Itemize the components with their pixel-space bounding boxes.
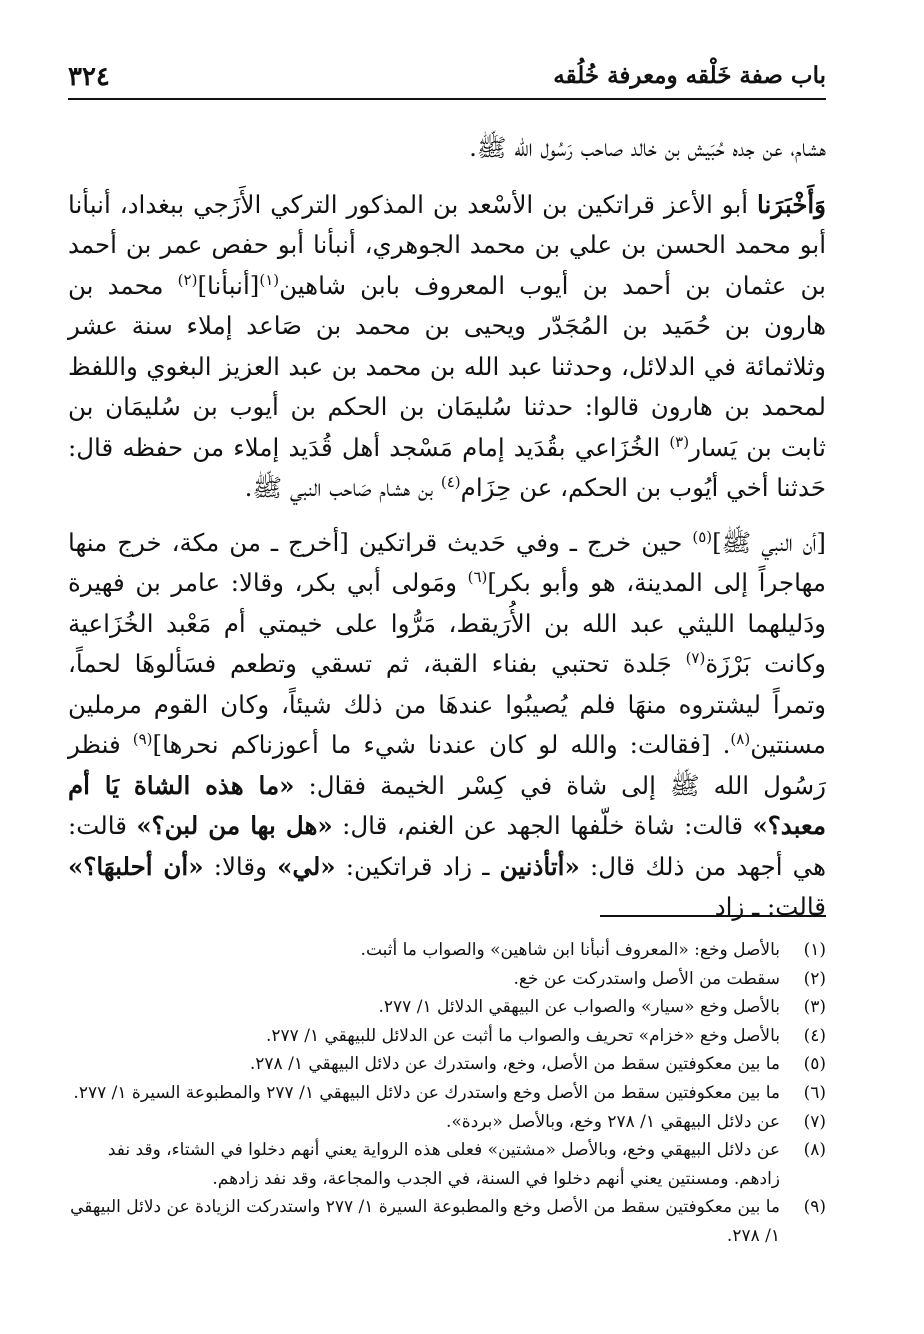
page-number: ٣٢٤ (68, 62, 110, 92)
footnote (60, 1079, 826, 1108)
footnote-text: عن دلائل البيهقي وخع، وبالأصل «مشتين» فعلى هذه الرواية يعني أنهم دخلوا في الشتاء، وقد نفد زادهم. ومسنتين يعني أنهم دخلوا في السنة، في الجدب والمجاعة، وقد نفد زادهم. (107, 1140, 780, 1189)
text-segment: أبو الأعز قراتكين بن الأسْعد بن المذكور التركي الأَزَجي ببغداد، أنبأنا أبو محمد الحسن بن علي بن محمد الجوهري، أنبأنا أبو حفص عمر بن أحمد بن عثمان بن أحمد بن أيوب المعروف بابن شاهين (68, 189, 826, 300)
text-segment: بن هشام صَاحب النبي ﷺ. (244, 473, 434, 502)
page-header (68, 58, 826, 100)
footnote-text: بالأصل وخع: «المعروف أنبأنا ابن شاهين» والصواب ما أثبت. (360, 940, 780, 960)
text-segment: قالت: شاة خلّفها الجهد عن الغنم، قال: (342, 811, 744, 840)
footnote-ref-6[interactable]: (٦) (467, 567, 488, 586)
text-segment: [أنبأنا] (197, 270, 260, 300)
footnotes (60, 936, 826, 1251)
footnote-number: (٤) (803, 1025, 826, 1046)
text-segment: جَلدة تحتبي بفناء القبة، ثم تسقي وتطعم فسَألوهَا لحماً، وتمراً ليشتروه منهَا فلم يُصيبُوا عندهَا من ذلك شيئاً، وكان القوم مرملين مسنتين (68, 649, 826, 759)
text-segment: قالت: هي أجهد من ذلك قال: (68, 811, 827, 881)
footnote (60, 993, 826, 1022)
quote: «هل بها من لبن؟» (136, 811, 333, 840)
text-segment: الخُزَاعي بقُدَيد إمام مَسْجد أهل قُدَيد إملاء من حفظه قال: حَدثنا أخي أيُوب بن الحكم، عن حِزَام (68, 432, 826, 502)
text-segment: . [فقالت: والله لو كان عندنا شيء ما أعوزناكم نحرها] (152, 730, 731, 759)
footnote (60, 1193, 826, 1250)
main-text (68, 128, 826, 942)
footnote-text: بالأصل وخع «خزام» تحريف والصواب ما أثبت عن الدلائل للبيهقي ١/ ٢٧٧. (266, 1025, 780, 1046)
footnote (60, 1050, 826, 1079)
footnote (60, 936, 826, 965)
text-segment: [أن النبي ﷺ] (712, 527, 826, 557)
paragraph-1 (68, 128, 826, 169)
text-segment: وقالا: (213, 851, 267, 881)
footnote-separator (600, 915, 826, 917)
footnote-ref-3[interactable]: (٣) (669, 432, 690, 451)
footnote-ref-7[interactable]: (٧) (685, 648, 706, 667)
footnote-number: (٨) (803, 1140, 826, 1161)
footnote-ref-8[interactable]: (٨) (730, 729, 751, 748)
footnote-number: (٦) (803, 1082, 826, 1103)
footnote-text: عن دلائل البيهقي ١/ ٢٧٨ وخع، وبالأصل «بردة». (445, 1111, 780, 1132)
footnote (60, 1022, 826, 1051)
footnote-number: (٥) (803, 1054, 826, 1075)
footnote-number: (٧) (803, 1111, 826, 1132)
paragraph-3 (68, 523, 826, 928)
footnote-ref-9[interactable]: (٩) (132, 729, 153, 748)
footnote-text: ما بين معكوفتين سقط من الأصل وخع واستدرك عن دلائل البيهقي ١/ ٢٧٧ والمطبوعة السيرة ١/ ٢٧٧. (73, 1082, 780, 1103)
text-segment: ومَولى أبي بكر، وقالا: عامر بن فهيرة ودَليلهما الليثي عبد الله بن الأُرَيقط، مَرُّوا على خيمتي أم مَعْبد الخُزَاعية وكانت بَرْزَة (68, 568, 826, 678)
footnote-text: سقطت من الأصل واستدركت عن خع. (513, 968, 780, 989)
footnote (60, 1136, 826, 1193)
footnote-ref-1[interactable]: (١) (259, 270, 280, 289)
footnote-text: بالأصل وخع «سيار» والصواب عن البيهقي الدلائل ١/ ٢٧٧. (378, 997, 780, 1018)
paragraph-2 (68, 185, 826, 509)
footnote-ref-4[interactable]: (٤) (440, 472, 461, 491)
footnote-text: ما بين معكوفتين سقط من الأصل وخع والمطبوعة السيرة ١/ ٢٧٧ واستدركت الزيادة عن دلائل البيهقي ١/ ٢٧٨. (70, 1197, 780, 1246)
footnote-number: (٣) (803, 997, 826, 1018)
footnote-ref-5[interactable]: (٥) (692, 527, 713, 546)
footnote-number: (٩) (803, 1197, 826, 1218)
footnote-number: (٢) (803, 968, 826, 989)
quote: «أتأذنين (499, 851, 580, 881)
narration-opening: وَأَخْبَرَنا (757, 189, 826, 219)
footnote-ref-2[interactable]: (٢) (177, 270, 198, 289)
text-segment: فنظر رَسُول الله ﷺ إلى شاة في كِسْر الخيمة فقال: (68, 730, 826, 800)
footnote-number: (١) (803, 940, 826, 960)
text-segment: ـ زاد قراتكين: (345, 851, 490, 881)
footnote (60, 965, 826, 994)
text-segment: حين خرج ـ وفي حَديث قراتكين [أخرج ـ من مكة، خرج منها مهاجراً إلى المدينة، هو وأبو بكر] (68, 527, 826, 597)
paragraph-1-text: هشام، عن جده حُبَيش بن خالد صاحب رَسُول الله ﷺ. (469, 133, 826, 162)
quote: «ما هذه الشاة يَا أم معبد؟» (68, 770, 826, 840)
footnote-text: ما بين معكوفتين سقط من الأصل، وخع، واستدرك عن دلائل البيهقي ١/ ٢٧٨. (249, 1054, 780, 1075)
text-segment: محمد بن هارون بن حُمَيد بن المُجَدّر ويحيى بن محمد بن صَاعد إملاء سنة عشر وثلاثمائة في الدلائل، وحدثنا عبد الله بن محمد بن عبد العزيز البغوي واللفظ لمحمد بن هارون قالوا: حدثنا سُليمَان بن الحكم بن أيوب بن سُليمَان بن ثابت بن يَسار (68, 270, 826, 462)
quote: «لي» (277, 851, 336, 881)
quote: «أن أحلبهَا؟» (68, 851, 204, 881)
chapter-title: باب صفة خَلْقه ومعرفة خُلُقه (553, 62, 826, 89)
footnote (60, 1108, 826, 1137)
text-segment: قالت: ـ زاد (714, 892, 826, 921)
